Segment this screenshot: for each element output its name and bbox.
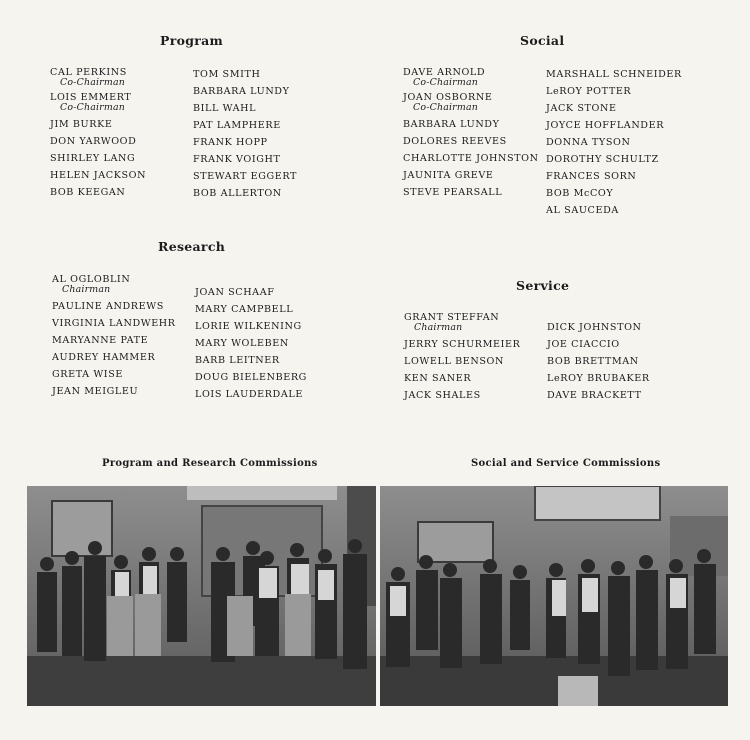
member-name-text: DAVE ARNOLD	[403, 67, 486, 78]
member-name	[193, 168, 297, 185]
member-name-text: DOROTHY SCHULTZ	[546, 154, 659, 165]
member-name	[52, 298, 176, 315]
member-name-text: VIRGINIA LANDWEHR	[52, 318, 176, 329]
member-name	[546, 202, 682, 219]
member-name-text: KEN SANER	[404, 373, 472, 384]
member-name	[403, 116, 539, 133]
member-name	[195, 386, 307, 403]
member-name-text: MARY CAMPBELL	[195, 304, 294, 315]
member-name-text: JOYCE HOFFLANDER	[546, 120, 665, 131]
service-members-col2	[547, 319, 650, 404]
member-name	[404, 311, 520, 336]
research-members-col1	[52, 273, 176, 400]
member-role: Chairman	[62, 284, 111, 295]
member-name	[547, 353, 650, 370]
member-name	[403, 167, 539, 184]
photo-caption-left: Program and Research Commissions	[102, 458, 318, 469]
member-name	[193, 66, 297, 83]
member-name	[193, 151, 297, 168]
program-heading: Program	[160, 33, 224, 48]
member-name	[546, 100, 682, 117]
member-name	[546, 168, 682, 185]
member-name	[193, 100, 297, 117]
member-name	[403, 150, 539, 167]
member-name	[50, 150, 146, 167]
member-name-text: JERRY SCHURMEIER	[404, 339, 521, 350]
member-name-text: JIM BURKE	[50, 119, 113, 130]
member-name-text: JEAN MEIGLEU	[52, 386, 139, 397]
group-photo-left	[27, 486, 376, 706]
member-name	[195, 352, 307, 369]
member-name	[195, 301, 307, 318]
member-name	[52, 383, 176, 400]
member-name-text: STEVE PEARSALL	[403, 187, 503, 198]
member-name-text: JAUNITA GREVE	[403, 170, 494, 181]
member-name-text: DON YARWOOD	[50, 136, 137, 147]
member-name	[195, 335, 307, 352]
member-name	[50, 66, 146, 91]
member-role: Co-Chairman	[60, 102, 125, 113]
member-name-text: LOWELL BENSON	[404, 356, 504, 367]
member-name-text: PAULINE ANDREWS	[52, 301, 164, 312]
member-name-text: LOIS LAUDERDALE	[195, 389, 303, 400]
member-name-text: BARBARA LUNDY	[193, 86, 290, 97]
member-name-text: JOAN SCHAAF	[195, 287, 275, 298]
member-name-text: SHIRLEY LANG	[50, 153, 136, 164]
member-name	[52, 315, 176, 332]
service-heading: Service	[516, 278, 570, 293]
member-name-text: CHARLOTTE JOHNSTON	[403, 153, 539, 164]
member-name	[193, 185, 297, 202]
group-photo-right	[380, 486, 728, 706]
member-name	[50, 116, 146, 133]
member-name-text: AUDREY HAMMER	[52, 352, 156, 363]
member-role: Co-Chairman	[413, 77, 478, 88]
member-name	[546, 66, 682, 83]
member-name-text: JOE CIACCIO	[547, 339, 620, 350]
member-name-text: LeROY BRUBAKER	[547, 373, 650, 384]
member-name-text: BARB LEITNER	[195, 355, 280, 366]
member-name	[546, 185, 682, 202]
member-name-text: BOB BRETTMAN	[547, 356, 639, 367]
member-name	[195, 284, 307, 301]
member-name-text: JOAN OSBORNE	[403, 92, 493, 103]
member-name-text: GRANT STEFFAN	[404, 312, 500, 323]
member-name	[52, 273, 176, 298]
member-name-text: LeROY POTTER	[546, 86, 632, 97]
member-name	[546, 117, 682, 134]
member-name	[547, 370, 650, 387]
member-name-text: FRANCES SORN	[546, 171, 637, 182]
member-name	[52, 366, 176, 383]
member-name-text: JACK SHALES	[404, 390, 481, 401]
member-name-text: DONNA TYSON	[546, 137, 631, 148]
member-name	[547, 387, 650, 404]
member-name-text: MARYANNE PATE	[52, 335, 149, 346]
photo-caption-right: Social and Service Commissions	[471, 458, 661, 469]
service-members-col1	[404, 311, 520, 404]
member-name-text: GRETA WISE	[52, 369, 123, 380]
member-name-text: TOM SMITH	[193, 69, 261, 80]
member-name	[52, 332, 176, 349]
member-name	[50, 91, 146, 116]
member-name-text: LORIE WILKENING	[195, 321, 302, 332]
member-name-text: HELEN JACKSON	[50, 170, 147, 181]
program-members-col2	[193, 66, 297, 202]
social-members-col2	[546, 66, 682, 219]
member-name	[403, 66, 539, 91]
member-name-text: LOIS EMMERT	[50, 92, 132, 103]
member-name	[404, 387, 520, 404]
member-name	[404, 336, 520, 353]
member-name-text: CAL PERKINS	[50, 67, 127, 78]
member-name	[546, 83, 682, 100]
member-name	[547, 336, 650, 353]
member-name	[193, 117, 297, 134]
member-name-text: AL SAUCEDA	[546, 205, 619, 216]
member-name-text: FRANK HOPP	[193, 137, 268, 148]
member-name-text: BOB ALLERTON	[193, 188, 282, 199]
member-name-text: PAT LAMPHERE	[193, 120, 281, 131]
member-name-text: BILL WAHL	[193, 103, 257, 114]
member-name	[195, 318, 307, 335]
member-name-text: DOLORES REEVES	[403, 136, 507, 147]
member-name-text: STEWART EGGERT	[193, 171, 297, 182]
member-name	[50, 167, 146, 184]
member-name	[547, 319, 650, 336]
member-name-text: MARSHALL SCHNEIDER	[546, 69, 682, 80]
member-name	[403, 91, 539, 116]
member-name-text: BARBARA LUNDY	[403, 119, 500, 130]
member-role: Co-Chairman	[60, 77, 125, 88]
member-name-text: DOUG BIELENBERG	[195, 372, 307, 383]
member-name-text: MARY WOLEBEN	[195, 338, 289, 349]
member-role: Co-Chairman	[413, 102, 478, 113]
member-name-text: BOB KEEGAN	[50, 187, 126, 198]
member-name	[50, 184, 146, 201]
member-name	[195, 369, 307, 386]
member-name	[50, 133, 146, 150]
member-name-text: JACK STONE	[546, 103, 617, 114]
member-name-text: BOB McCOY	[546, 188, 614, 199]
member-name-text: DAVE BRACKETT	[547, 390, 642, 401]
member-name-text: FRANK VOIGHT	[193, 154, 281, 165]
social-members-col1	[403, 66, 539, 201]
member-name	[404, 370, 520, 387]
member-name	[193, 134, 297, 151]
member-name-text: AL OGLOBLIN	[52, 274, 131, 285]
member-role: Chairman	[414, 322, 463, 333]
social-heading: Social	[520, 33, 565, 48]
member-name	[403, 133, 539, 150]
member-name	[193, 83, 297, 100]
member-name	[403, 184, 539, 201]
member-name-text: DICK JOHNSTON	[547, 322, 642, 333]
research-heading: Research	[158, 239, 226, 254]
member-name	[404, 353, 520, 370]
program-members-col1	[50, 66, 146, 201]
member-name	[52, 349, 176, 366]
research-members-col2	[195, 284, 307, 403]
member-name	[546, 151, 682, 168]
member-name	[546, 134, 682, 151]
